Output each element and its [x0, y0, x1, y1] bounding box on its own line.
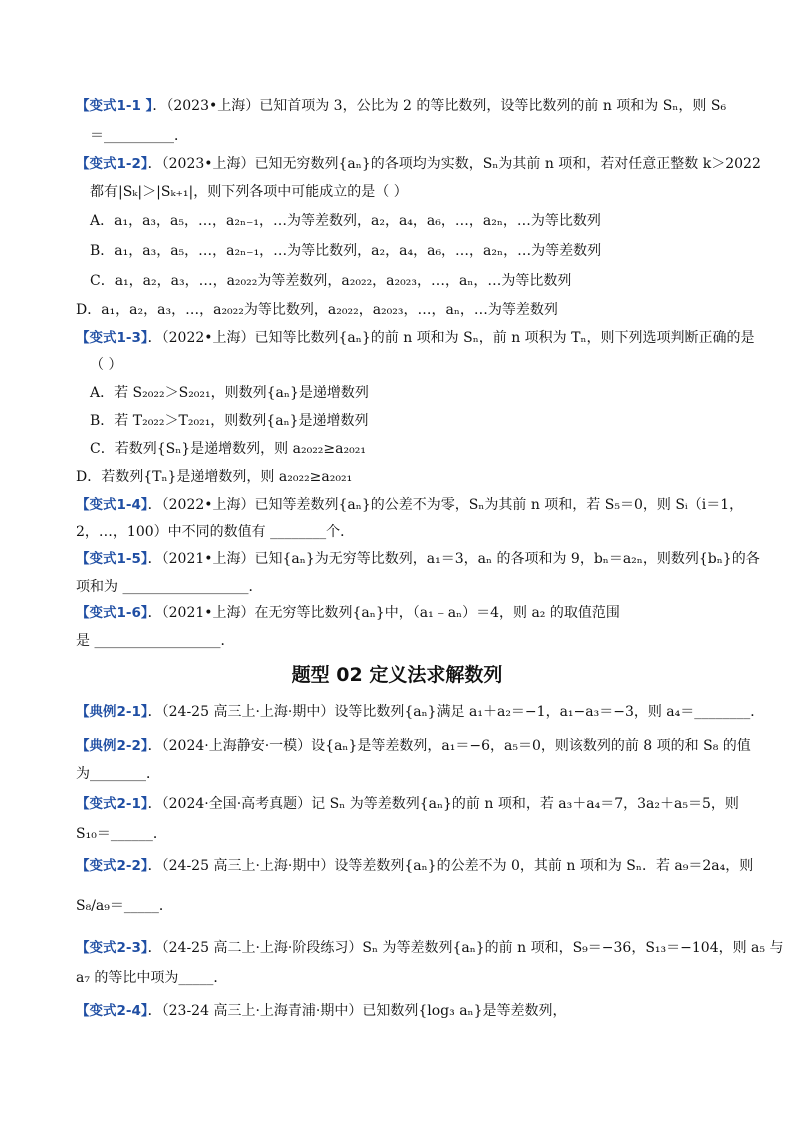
- problem-tag: 【变式2-3】: [76, 940, 148, 956]
- problem-continuation: [76, 577, 262, 597]
- problem-continuation: [76, 764, 160, 784]
- problem-text: ．（24-25 高三上·上海·期中）设等比数列{aₙ}满足 a₁＋a₂＝−1，a₁−a₃＝−3，则 a₄＝________．: [147, 704, 765, 720]
- option-text: C．a₁，a₂，a₃，…，a₂₀₂₂为等差数列，a₂₀₂₂，a₂₀₂₃，…，aₙ，…为等比数列: [90, 273, 572, 289]
- option-text: A．a₁，a₃，a₅，…，a₂ₙ₋₁，…为等差数列，a₂，a₄，a₆，…，a₂ₙ，…为等比数列: [90, 213, 601, 229]
- option-text: B．a₁，a₃，a₅，…，a₂ₙ₋₁，…为等比数列，a₂，a₄，a₆，…，a₂ₙ，…为等差数列: [90, 243, 602, 259]
- problem-tag: 【典例2-1】: [76, 704, 148, 720]
- problem-variant-1-6: [76, 603, 620, 623]
- option-a: [90, 383, 369, 403]
- problem-tag: 【变式1-4】: [76, 497, 148, 513]
- problem-text: 都有|Sₖ|＞|Sₖ₊₁|，则下列各项中可能成立的是（ ）: [90, 184, 408, 200]
- problem-text: ．（2022•上海）已知等比数列{aₙ}的前 n 项和为 Sₙ，前 n 项积为 Tₙ，则下列选项判断正确的是: [147, 330, 755, 346]
- option-text: C．若数列{Sₙ}是递增数列，则 a₂₀₂₂≥a₂₀₂₁: [90, 441, 366, 457]
- problem-tag: 【变式2-2】: [76, 858, 148, 874]
- problem-text: ．（2022•上海）已知等差数列{aₙ}的公差不为零，Sₙ为其前 n 项和，若 S₅＝0，则 Sᵢ（i＝1，: [147, 497, 744, 513]
- option-text: D．若数列{Tₙ}是递增数列，则 a₂₀₂₂≥a₂₀₂₁: [76, 469, 353, 485]
- problem-variant-1-5: [76, 549, 760, 569]
- option-c: [90, 271, 571, 291]
- problem-tag: 【变式1-2】: [76, 156, 148, 172]
- problem-variant-2-3: [76, 938, 783, 958]
- problem-text: S₁₀＝______．: [76, 826, 167, 842]
- problem-variant-1-4: [76, 495, 743, 515]
- problem-text: ．（24-25 高二上·上海·阶段练习）Sₙ 为等差数列{aₙ}的前 n 项和，S₉＝−36，S₁₃＝−104，则 a₅ 与: [147, 940, 784, 956]
- problem-text: ．（24-25 高三上·上海·期中）设等差数列{aₙ}的公差不为 0，其前 n 项和为 Sₙ．若 a₉＝2a₄，则: [147, 858, 754, 874]
- example-2-1: [76, 702, 764, 722]
- problem-variant-2-1: [76, 794, 739, 814]
- problem-text: ．（2021•上海）已知{aₙ}为无穷等比数列，a₁＝3，aₙ 的各项和为 9，bₙ＝a₂ₙ，则数列{bₙ}的各: [147, 551, 760, 567]
- problem-text: ．（2021•上海）在无穷等比数列{aₙ}中，（a₁﹣aₙ）＝4，则 a₂ 的取值范围: [147, 605, 620, 621]
- problem-tag: 【典例2-2】: [76, 738, 148, 754]
- problem-text: （ ）: [90, 357, 123, 373]
- problem-variant-2-2: [76, 856, 753, 876]
- problem-text: ．（2024·全国·高考真题）记 Sₙ 为等差数列{aₙ}的前 n 项和，若 a₃＋a₄＝7，3a₂＋a₅＝5，则: [147, 796, 739, 812]
- problem-text: ．（2024·上海静安·一模）设{aₙ}是等差数列，a₁＝−6，a₅＝0，则该数列的前 8 项的和 S₈ 的值: [147, 738, 751, 754]
- option-d: [76, 467, 352, 487]
- problem-text: a₇ 的等比中项为_____．: [76, 970, 228, 986]
- option-a: [90, 211, 601, 231]
- answer-paren: [90, 355, 122, 375]
- option-d: [76, 300, 558, 320]
- problem-tag: 【变式1-1 】: [76, 98, 153, 114]
- problem-variant-1-3: [76, 328, 755, 348]
- problem-tag: 【变式2-1】: [76, 796, 148, 812]
- problem-continuation: [90, 182, 408, 202]
- option-c: [90, 439, 366, 459]
- problem-continuation: [76, 896, 173, 916]
- option-text: B．若 T₂₀₂₂＞T₂₀₂₁，则数列{aₙ}是递增数列: [90, 413, 369, 429]
- option-text: A．若 S₂₀₂₂＞S₂₀₂₁，则数列{aₙ}是递增数列: [90, 385, 369, 401]
- problem-variant-1-1: [76, 96, 726, 116]
- option-text: D．a₁，a₂，a₃，…，a₂₀₂₂为等比数列，a₂₀₂₂，a₂₀₂₃，…，aₙ，…为等差数列: [76, 302, 558, 318]
- problem-text: S₈/a₉＝_____．: [76, 898, 173, 914]
- problem-text: ．（2023•上海）已知首项为 3，公比为 2 的等比数列，设等比数列的前 n 项和为 Sₙ，则 S₆: [152, 98, 727, 114]
- option-b: [90, 241, 601, 261]
- problem-tag: 【变式2-4】: [76, 1003, 148, 1019]
- problem-variant-2-4: [76, 1001, 567, 1021]
- problem-text: 为________．: [76, 766, 160, 782]
- problem-text: 2，…，100）中不同的数值有 ________个．: [76, 524, 355, 540]
- example-2-2: [76, 736, 751, 756]
- problem-text: ．（23-24 高三上·上海青浦·期中）已知数列{log₃ aₙ}是等差数列，: [147, 1003, 567, 1019]
- problem-continuation: [76, 631, 234, 651]
- problem-continuation: [76, 968, 227, 988]
- problem-text: ．（2023•上海）已知无穷数列{aₙ}的各项均为实数，Sₙ为其前 n 项和，若对任意正整数 k＞2022: [147, 156, 761, 172]
- problem-variant-1-2: [76, 154, 761, 174]
- problem-tag: 【变式1-6】: [76, 605, 148, 621]
- problem-text: 是 __________________．: [76, 633, 235, 649]
- problem-continuation: [76, 824, 167, 844]
- option-b: [90, 411, 369, 431]
- problem-continuation: [90, 126, 188, 146]
- section-title: 题型 02 定义法求解数列: [291, 664, 503, 686]
- problem-text: 项和为 __________________．: [76, 579, 263, 595]
- problem-tag: 【变式1-3】: [76, 330, 148, 346]
- problem-text: ＝__________．: [90, 128, 188, 144]
- problem-tag: 【变式1-5】: [76, 551, 148, 567]
- problem-continuation: [76, 522, 354, 542]
